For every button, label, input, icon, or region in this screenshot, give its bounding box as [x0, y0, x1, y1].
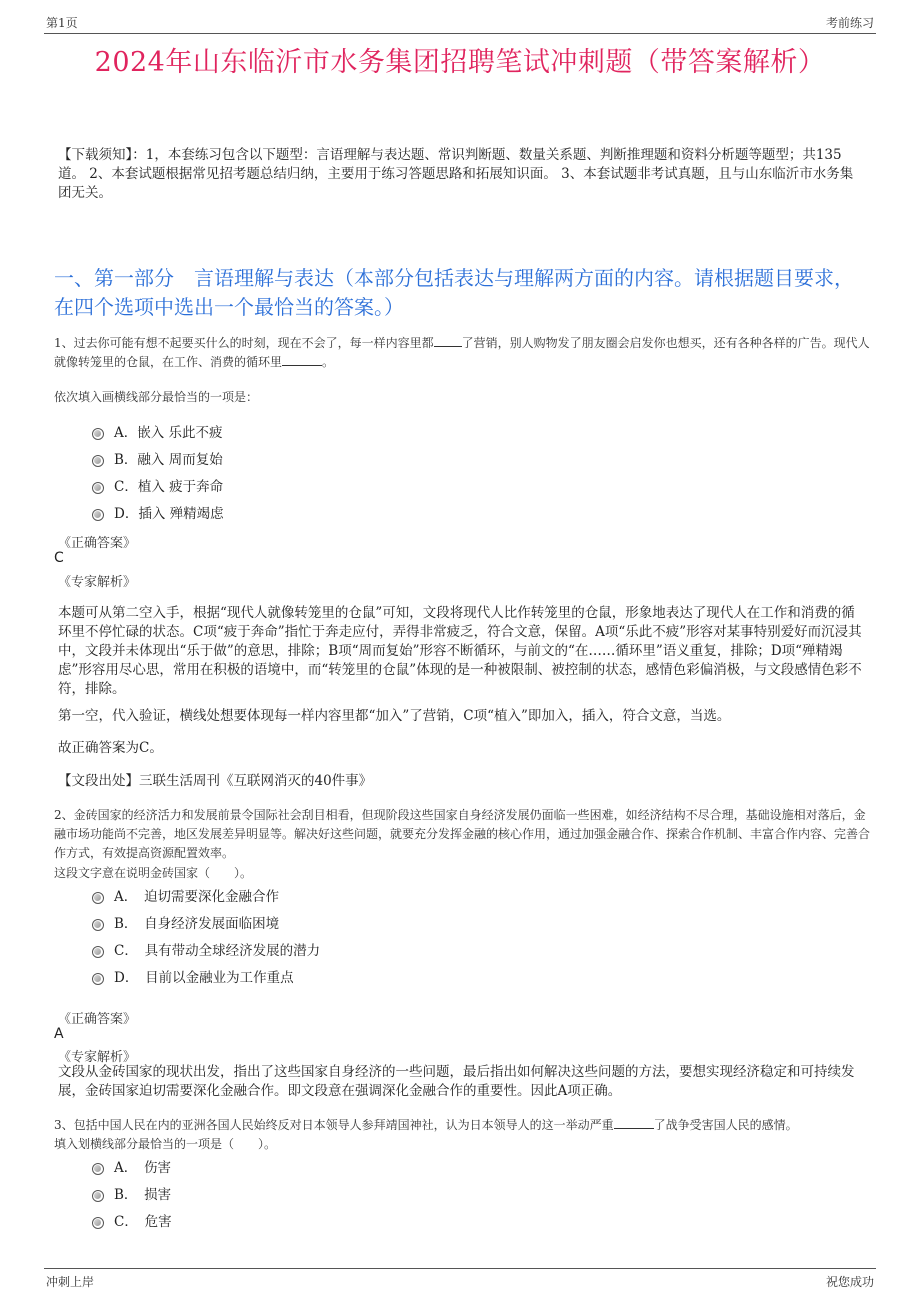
question-2-prompt: 这段文字意在说明金砖国家（ ）。 [54, 866, 253, 880]
q3-option-b[interactable]: B． 损害 [92, 1183, 171, 1203]
q1-answer-label: 《正确答案》 [58, 536, 137, 551]
radio-icon[interactable] [92, 428, 104, 440]
radio-icon[interactable] [92, 973, 104, 985]
q2-option-c[interactable]: C． 具有带动全球经济发展的潜力 [92, 939, 320, 959]
question-1-text: 1、过去你可能有想不起要买什么的时刻，现在不会了，每一样内容里都 了营销，别人购物发了朋友圈会启发你也想买，还有各种各样的广告。现代人就像转笼里的仓鼠，在工作、消费的循环里 。 [54, 336, 870, 369]
section-heading: 一、第一部分 言语理解与表达（本部分包括表达与理解两方面的内容。请根据题目要求，在四个选项中选出一个最恰当的答案。） [54, 266, 854, 319]
q1-analysis-label: 《专家解析》 [58, 575, 137, 590]
question-3-prompt: 填入划横线部分最恰当的一项是（ ）。 [54, 1137, 277, 1151]
blank-2 [282, 353, 322, 366]
q1-source: 【文段出处】三联生活周刊《互联网消灭的40件事》 [58, 773, 373, 789]
q3-option-c[interactable]: C． 危害 [92, 1210, 172, 1230]
radio-icon[interactable] [92, 455, 104, 467]
footer-right: 祝您成功 [825, 1275, 874, 1289]
radio-icon[interactable] [92, 1217, 104, 1229]
q1-answer: C [54, 550, 64, 566]
q1-analysis-3: 故正确答案为C。 [58, 740, 163, 756]
blank-1 [614, 1116, 654, 1129]
radio-icon[interactable] [92, 1190, 104, 1202]
q2-option-d[interactable]: D． 目前以金融业为工作重点 [92, 966, 294, 986]
q2-answer: A [54, 1026, 64, 1042]
page-number: 第1页 [46, 16, 78, 30]
radio-icon[interactable] [92, 482, 104, 494]
q1-option-b[interactable]: B．融入 周而复始 [92, 448, 223, 468]
q2-option-b[interactable]: B． 自身经济发展面临困境 [92, 912, 279, 932]
q1-option-c[interactable]: C．植入 疲于奔命 [92, 475, 223, 495]
q2-option-a[interactable]: A． 迫切需要深化金融合作 [92, 885, 279, 905]
q1-analysis-2: 第一空，代入验证，横线处想要体现每一样内容里都“加入”了营销，C项“植入”即加入，插入，符合文意，当选。 [58, 708, 731, 724]
q3-option-a[interactable]: A． 伤害 [92, 1156, 171, 1176]
q1-option-a[interactable]: A．嵌入 乐此不疲 [92, 421, 223, 441]
q2-analysis: 文段从金砖国家的现状出发，指出了这些国家自身经济的一些问题，最后指出如何解决这些问题的方法，要想实现经济稳定和可持续发展，金砖国家迫切需要深化金融合作。即文段意在强调深化金融合作的重要性。因此A项正确。 [58, 1064, 855, 1099]
document-title: 2024年山东临沂市水务集团招聘笔试冲刺题（带答案解析） [94, 47, 826, 78]
question-3-text: 3、包括中国人民在内的亚洲各国人民始终反对日本领导人参拜靖国神社，认为日本领导人的这一举动严重 了战争受害国人民的感情。 [54, 1118, 798, 1132]
radio-icon[interactable] [92, 509, 104, 521]
footer-left: 冲刺上岸 [46, 1275, 95, 1289]
q2-analysis-label: 《专家解析》 [58, 1050, 137, 1065]
blank-1 [434, 334, 462, 347]
page-header [44, 12, 876, 34]
question-1-prompt: 依次填入画横线部分最恰当的一项是： [54, 390, 259, 404]
page-footer [44, 1268, 876, 1289]
download-notice: 【下载须知】：1，本套练习包含以下题型：言语理解与表达题、常识判断题、数量关系题、判断推理题和资料分析题等题型；共135道。 2、本套试题根据常见招考题总结归纳，主要用于练习答题思路和拓展知识面。 3、本套试题非考试真题，且与山东临沂市水务集团无关。 [58, 147, 854, 201]
radio-icon[interactable] [92, 1163, 104, 1175]
question-2-text: 2、金砖国家的经济活力和发展前景令国际社会刮目相看，但现阶段这些国家自身经济发展仍面临一些困难，如经济结构不尽合理，基础设施相对落后，金融市场功能尚不完善，地区发展差异明显等。解决好这些问题，就要充分发挥金融的核心作用，通过加强金融合作、探索合作机制、丰富合作内容、完善合作方式，有效提高资源配置效率。 [54, 808, 871, 860]
radio-icon[interactable] [92, 946, 104, 958]
q2-answer-label: 《正确答案》 [58, 1012, 137, 1027]
radio-icon[interactable] [92, 919, 104, 931]
header-tag: 考前练习 [825, 16, 874, 30]
q1-analysis-1: 本题可从第二空入手，根据“现代人就像转笼里的仓鼠”可知，文段将现代人比作转笼里的仓鼠，形象地表达了现代人在工作和消费的循环里不停忙碌的状态。C项“疲于奔命”指忙于奔走应付，弄得非常疲乏，符合文意，保留。A项“乐此不疲”形容对某事特别爱好而沉浸其中，文段并未体现出“乐于做”的意思，排除；B项“周而复始”形容不断循环，与前文的“在……循环里”语义重复，排除；D项“殚精竭虑”形容用尽心思，常用在积极的语境中，而“转笼里的仓鼠”体现的是一种被限制、被控制的状态，感情色彩偏消极，与文段感情色彩不符，排除。 [58, 605, 862, 697]
q1-option-d[interactable]: D．插入 殚精竭虑 [92, 502, 224, 522]
radio-icon[interactable] [92, 892, 104, 904]
